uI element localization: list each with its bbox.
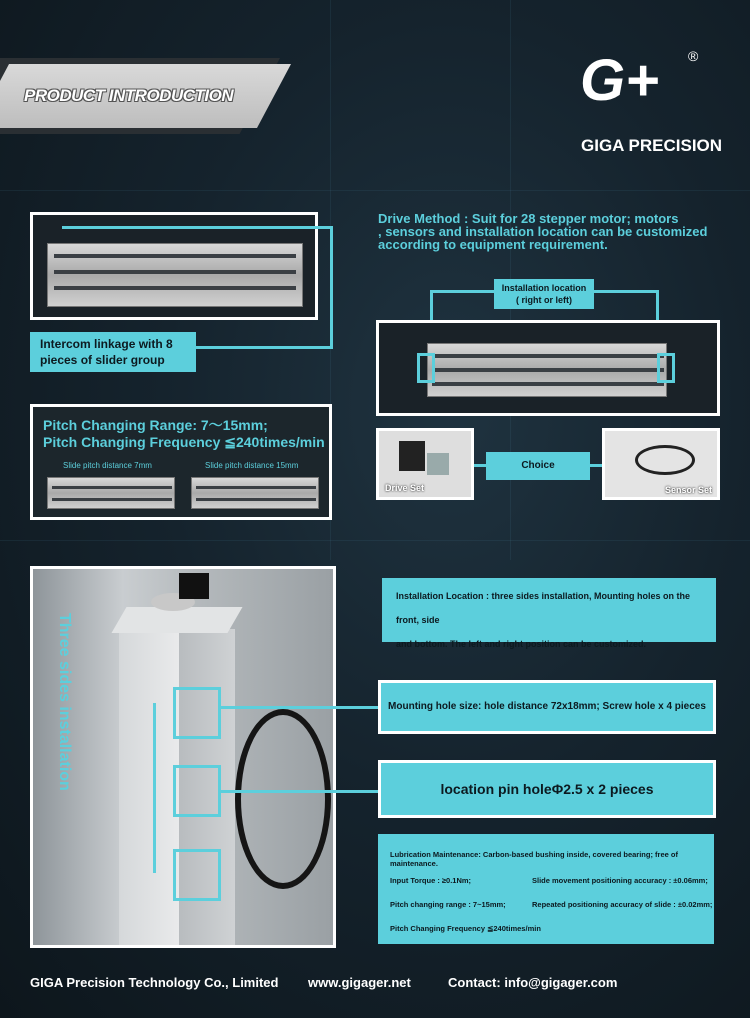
banner-title: PRODUCT INTRODUCTION — [24, 86, 234, 105]
drive-rail-image — [427, 343, 667, 397]
brand-logo: G+ — [580, 48, 659, 113]
mounting-hole-marker — [173, 687, 221, 739]
connector-line — [218, 706, 378, 709]
installation-location-callout — [382, 578, 716, 649]
drive-method-line: Drive Method : Suit for 28 stepper motor; motors — [378, 211, 679, 226]
bottom-hole-marker — [173, 849, 221, 901]
right-install-marker — [657, 353, 675, 383]
registered-mark: ® — [688, 48, 699, 64]
pillar-face-front — [119, 629, 179, 948]
connector-line — [62, 226, 332, 229]
repeat-accuracy-text: Repeated positioning accuracy of slide : ±0.02mm; — [532, 900, 713, 909]
drive-set-label: Drive Set — [385, 483, 425, 493]
footer-contact[interactable]: Contact: info@gigager.com — [448, 975, 618, 990]
drive-method-line: , sensors and installation location can be customized — [378, 224, 708, 239]
drive-method-line: according to equipment requirement. — [378, 237, 608, 252]
sensor-set-label: Sensor Set — [665, 485, 713, 495]
linkage-caption — [30, 332, 196, 372]
location-pin-marker — [173, 765, 221, 817]
choice-label: Choice — [486, 452, 590, 480]
pitch-frequency-text: Pitch Changing Frequency ≦240times/min — [43, 434, 325, 450]
sensor-set-image — [602, 428, 720, 500]
footer-company: GIGA Precision Technology Co., Limited — [30, 975, 279, 990]
stepper-motor-shape — [399, 441, 425, 471]
install-location-line: ( right or left) — [516, 295, 572, 305]
footer-website[interactable]: www.gigager.net — [308, 975, 411, 990]
specs-panel — [378, 834, 714, 944]
drive-method-text — [378, 212, 707, 251]
pitch-range-text: Pitch Changing Range: 7～15mm; — [43, 417, 268, 433]
pitch-15mm-label: Slide pitch distance 15mm — [205, 461, 299, 470]
pitch-7mm-image — [47, 477, 175, 509]
pitch-frequency-spec: Pitch Changing Frequency ≦240times/min — [390, 924, 541, 933]
product-photo — [30, 566, 336, 948]
installation-location-label — [494, 279, 594, 309]
installation-location-line: and bottom. The left and right position can be customized. — [396, 639, 647, 649]
coupling-shape — [427, 453, 449, 475]
vertical-title: Three sides installation — [56, 613, 73, 791]
drive-set-image — [376, 428, 474, 500]
location-pin-callout: location pin holeΦ2.5 x 2 pieces — [378, 760, 716, 818]
pitch-15mm-image — [191, 477, 319, 509]
drive-image-frame — [376, 320, 720, 416]
slide-accuracy-text: Slide movement positioning accuracy : ±0.06mm; — [532, 876, 708, 885]
cable-shape — [235, 709, 331, 889]
install-location-line: Installation location — [501, 283, 587, 293]
left-install-marker — [417, 353, 435, 383]
pitch-range-spec: Pitch changing range : 7~15mm; — [390, 900, 506, 909]
lubrication-text: Lubrication Maintenance: Carbon-based bushing inside, covered bearing; free of maintenance. — [390, 850, 678, 868]
connector-line — [196, 346, 333, 349]
slider-rail-image — [47, 243, 303, 307]
connector-line — [218, 790, 378, 793]
connector-line — [430, 290, 494, 293]
pitch-7mm-label: Slide pitch distance 7mm — [63, 461, 152, 470]
sensor-cable-shape — [635, 445, 695, 475]
pitch-panel — [30, 404, 332, 520]
bg-grid-line — [0, 540, 750, 541]
connector-line — [594, 290, 658, 293]
pillar-top — [111, 607, 242, 633]
sensor-shape — [179, 573, 209, 599]
bg-grid-line — [0, 190, 750, 191]
connector-line — [330, 226, 333, 348]
connector-line — [153, 703, 156, 873]
linkage-caption-line: Intercom linkage with 8 — [40, 337, 173, 351]
input-torque-text: Input Torque : ≥0.1Nm; — [390, 876, 472, 885]
linkage-caption-line: pieces of slider group — [40, 353, 165, 367]
brand-name: GIGA PRECISION — [581, 136, 723, 155]
installation-location-line: Installation Location : three sides installation, Mounting holes on the front, side — [396, 591, 691, 625]
mounting-hole-callout: Mounting hole size: hole distance 72x18mm; Screw hole x 4 pieces — [378, 680, 716, 734]
